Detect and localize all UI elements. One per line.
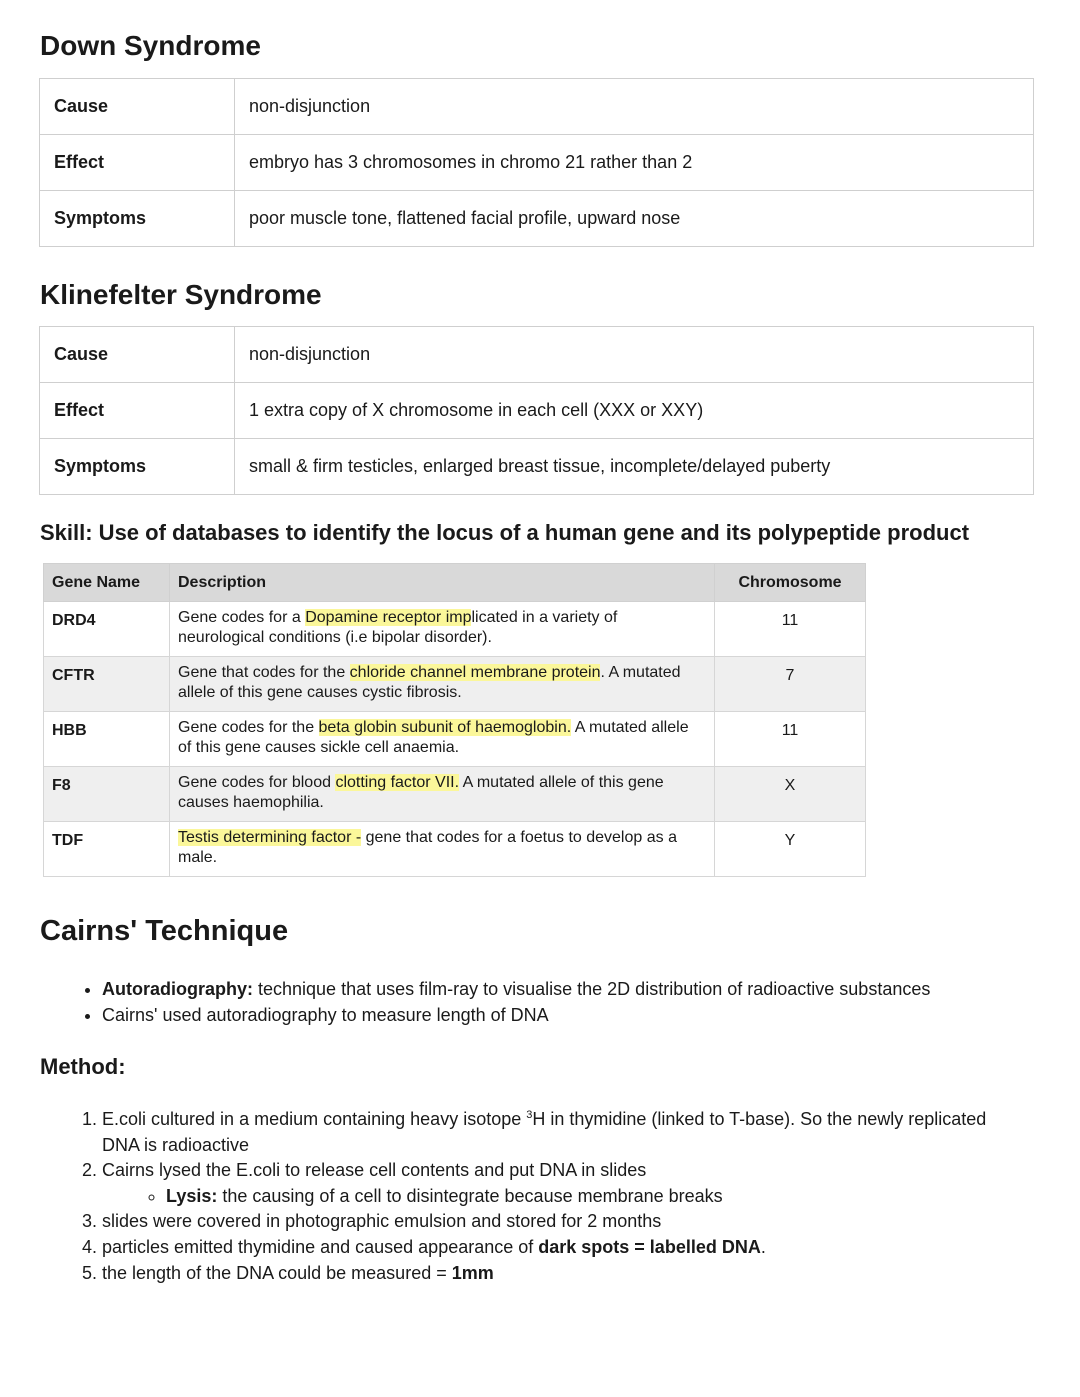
chromosome-value: 11	[715, 602, 866, 657]
gene-name: F8	[44, 767, 170, 822]
table-row	[44, 712, 866, 767]
method-steps-list	[66, 1103, 1022, 1286]
list-item: • Cairns' used autoradiography to measure length of DNA	[102, 1002, 1062, 1028]
row-key: Effect	[40, 383, 235, 439]
down-syndrome-title: Down Syndrome	[40, 30, 261, 61]
gene-name: DRD4	[44, 602, 170, 657]
highlight: clotting factor VII.	[335, 774, 460, 791]
list-item: ◦ Lysis: the causing of a cell to disintegrate because membrane breaks	[166, 1184, 1022, 1210]
list-item: 2. Cairns lysed the E.coli to release cell contents and put DNA in slides ◦ Lysis: the causing of a cell to disintegrate because membrane breaks	[102, 1158, 1022, 1209]
gene-description: Gene codes for a Dopamine receptor implicated in a variety of neurological conditions (i.e bipolar disorder).	[170, 602, 715, 657]
description-header: Description	[170, 564, 715, 602]
table-row	[40, 383, 1034, 439]
gene-name-header: Gene Name	[44, 564, 170, 602]
list-item: 3. slides were covered in photographic emulsion and stored for 2 months	[102, 1209, 1022, 1235]
klinefelter-syndrome-title: Klinefelter Syndrome	[40, 279, 322, 310]
chromosome-value: Y	[715, 822, 866, 877]
row-value: poor muscle tone, flattened facial profile, upward nose	[235, 191, 1034, 247]
cairns-technique-title: Cairns' Technique	[40, 915, 289, 947]
sub-list	[102, 1184, 1022, 1210]
highlight: beta globin subunit of haemoglobin.	[318, 719, 572, 736]
table-row	[44, 822, 866, 877]
chromosome-value: 11	[715, 712, 866, 767]
klinefelter-syndrome-table	[39, 326, 1034, 495]
table-row	[44, 657, 866, 712]
row-value: small & firm testicles, enlarged breast tissue, incomplete/delayed puberty	[235, 439, 1034, 495]
table-row	[40, 327, 1034, 383]
row-value: 1 extra copy of X chromosome in each cell (XXX or XXY)	[235, 383, 1034, 439]
down-syndrome-table	[39, 78, 1034, 247]
gene-name: TDF	[44, 822, 170, 877]
cairns-bullet-list	[66, 976, 1062, 1028]
highlight: Testis determining factor -	[178, 829, 362, 846]
method-title: Method:	[40, 1054, 126, 1079]
highlight: chloride channel membrane protein	[349, 664, 601, 681]
chromosome-header: Chromosome	[715, 564, 866, 602]
table-row	[40, 191, 1034, 247]
chromosome-value: 7	[715, 657, 866, 712]
table-row	[40, 439, 1034, 495]
table-row	[40, 135, 1034, 191]
gene-description: Testis determining factor - gene that codes for a foetus to develop as a male.	[170, 822, 715, 877]
table-header-row	[44, 564, 866, 602]
row-value: embryo has 3 chromosomes in chromo 21 rather than 2	[235, 135, 1034, 191]
list-item: 4. particles emitted thymidine and caused appearance of dark spots = labelled DNA.	[102, 1235, 1022, 1261]
row-key: Effect	[40, 135, 235, 191]
gene-name: CFTR	[44, 657, 170, 712]
table-row	[44, 767, 866, 822]
row-key: Symptoms	[40, 439, 235, 495]
skill-title: Skill: Use of databases to identify the locus of a human gene and its polypeptide product	[40, 520, 970, 545]
list-item: 5. the length of the DNA could be measured = 1mm	[102, 1261, 1022, 1287]
list-item: • Autoradiography: technique that uses film-ray to visualise the 2D distribution of radioactive substances	[102, 976, 1062, 1002]
chromosome-value: X	[715, 767, 866, 822]
gene-description: Gene that codes for the chloride channel membrane protein. A mutated allele of this gene causes cystic fibrosis.	[170, 657, 715, 712]
gene-database-table	[43, 563, 866, 877]
highlight: Dopamine receptor imp	[305, 609, 472, 626]
gene-name: HBB	[44, 712, 170, 767]
gene-description: Gene codes for the beta globin subunit of haemoglobin. A mutated allele of this gene causes sickle cell anaemia.	[170, 712, 715, 767]
row-key: Cause	[40, 327, 235, 383]
row-value: non-disjunction	[235, 327, 1034, 383]
row-key: Cause	[40, 79, 235, 135]
table-row	[44, 602, 866, 657]
gene-description: Gene codes for blood clotting factor VII. A mutated allele of this gene causes haemophilia.	[170, 767, 715, 822]
row-key: Symptoms	[40, 191, 235, 247]
list-item: 1. E.coli cultured in a medium containing heavy isotope $^3$H in thymidine (linked to T-base). So the newly replicated DNA is radioactive	[102, 1103, 1022, 1158]
row-value: non-disjunction	[235, 79, 1034, 135]
table-row	[40, 79, 1034, 135]
